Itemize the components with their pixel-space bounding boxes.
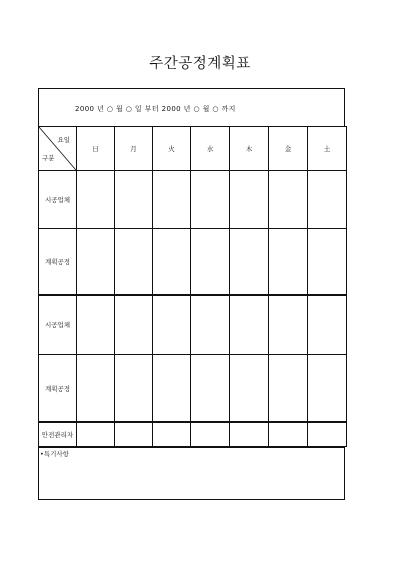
day-header-tue: 火 [153, 127, 191, 171]
table-cell[interactable] [115, 229, 153, 295]
header-corner-cell [39, 127, 77, 171]
table-cell[interactable] [153, 295, 191, 354]
table-row [39, 229, 347, 295]
schedule-table [38, 126, 347, 447]
row-label: 시공업체 [39, 295, 77, 354]
document-title: 주간공정계획표 [149, 56, 251, 72]
row-label: 안전관리자 [39, 422, 77, 446]
table-cell[interactable] [77, 422, 115, 446]
table-cell[interactable] [77, 295, 115, 354]
day-header-sun: 日 [77, 127, 115, 171]
header-row [39, 127, 347, 171]
table-cell[interactable] [115, 295, 153, 354]
table-cell[interactable] [269, 229, 308, 295]
table-cell[interactable] [230, 295, 269, 354]
table-cell[interactable] [269, 295, 308, 354]
table-row [39, 354, 347, 422]
table-cell[interactable] [191, 295, 230, 354]
table-cell[interactable] [115, 422, 153, 446]
table-cell[interactable] [269, 422, 308, 446]
table-cell[interactable] [153, 171, 191, 229]
day-header-sat: 土 [308, 127, 347, 171]
corner-label-category: 구분 [42, 154, 55, 163]
notes-label: •특기사항 [40, 450, 69, 458]
table-cell[interactable] [230, 171, 269, 229]
diagonal-line [39, 127, 76, 170]
table-cell[interactable] [269, 354, 308, 422]
table-cell[interactable] [308, 295, 347, 354]
table-cell[interactable] [153, 422, 191, 446]
table-cell[interactable] [230, 229, 269, 295]
row-label: 시공업체 [39, 171, 77, 229]
row-label: 계획공정 [39, 354, 77, 422]
table-cell[interactable] [191, 171, 230, 229]
table-cell[interactable] [308, 171, 347, 229]
day-header-wed: 水 [191, 127, 230, 171]
day-header-mon: 月 [115, 127, 153, 171]
table-row [39, 171, 347, 229]
table-cell[interactable] [153, 354, 191, 422]
period-line: 2000 년 ○ 월 ○ 일 부터 2000 년 ○ 월 ○ 까지 [75, 105, 236, 113]
table-row [39, 295, 347, 354]
corner-label-day: 요일 [57, 136, 70, 144]
table-cell[interactable] [77, 229, 115, 295]
day-header-fri: 金 [269, 127, 308, 171]
table-cell[interactable] [230, 354, 269, 422]
table-cell[interactable] [191, 229, 230, 295]
table-cell[interactable] [115, 354, 153, 422]
table-cell[interactable] [269, 171, 308, 229]
table-cell[interactable] [191, 422, 230, 446]
table-cell[interactable] [230, 422, 269, 446]
table-cell[interactable] [115, 171, 153, 229]
table-cell[interactable] [308, 229, 347, 295]
period-box [38, 88, 345, 127]
table-cell[interactable] [153, 229, 191, 295]
table-row [39, 422, 347, 446]
table-cell[interactable] [308, 354, 347, 422]
table-cell[interactable] [308, 422, 347, 446]
table-cell[interactable] [191, 354, 230, 422]
table-cell[interactable] [77, 354, 115, 422]
notes-box[interactable] [38, 446, 345, 500]
table-cell[interactable] [77, 171, 115, 229]
row-label: 계획공정 [39, 229, 77, 295]
day-header-thu: 木 [230, 127, 269, 171]
